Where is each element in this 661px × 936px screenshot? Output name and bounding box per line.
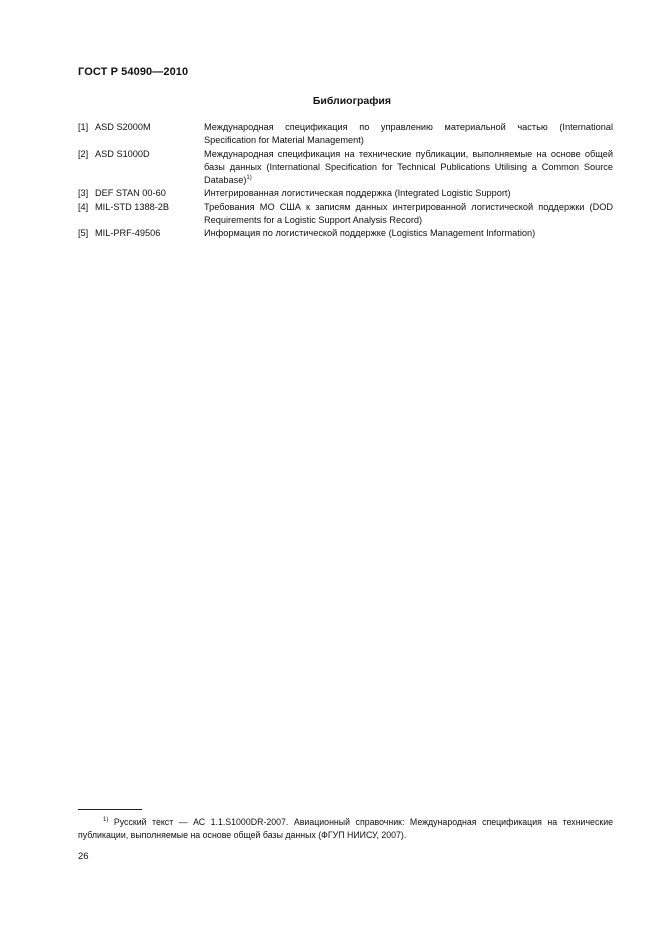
entry-text: Требования МО США к записям данных интегрированной логистической поддержки (DOD Requirements for a Logistic Support Analysis Record) [204, 201, 613, 225]
entry-description [204, 201, 613, 227]
entry-description [204, 227, 613, 240]
entry-text: Международная спецификация на технические публикации, выполняемые на основе общей базы данных (International Specification for Technical Publications Utilising a Common Source Database) [204, 148, 613, 185]
section-title: Библиография [312, 95, 391, 107]
entry-number: [1] [78, 122, 89, 132]
bibliography-entry [78, 148, 613, 187]
footnote-mark: 1) [103, 817, 109, 824]
entry-text: Интегрированная логистическая поддержка (Integrated Logistic Support) [204, 188, 511, 198]
entry-text: Международная спецификация по управлению материальной частью (International Specification for Material Management) [204, 122, 613, 145]
entry-number: [5] [78, 228, 89, 238]
entry-code: MIL-STD 1388-2B [95, 201, 170, 212]
entry-description [204, 148, 613, 187]
footnote-reference: 1) [246, 174, 252, 181]
entry-description [204, 121, 613, 147]
entry-code: ASD S1000D [95, 148, 150, 159]
entry-description [204, 187, 613, 200]
document-header: ГОСТ Р 54090—2010 [78, 66, 189, 78]
bibliography-entry [78, 201, 613, 227]
entry-number: [2] [78, 148, 89, 159]
bibliography-entry [78, 187, 613, 200]
bibliography-entry [78, 227, 613, 240]
footnote-text: Русский текст — АС 1.1.S1000DR-2007. Авиационный справочник: Международная спецификация на технические публикации, выполняемые на основе общей базы данных (ФГУП НИИСУ, 2007). [78, 817, 614, 840]
entry-code: ASD S2000M [95, 122, 151, 132]
entry-code: DEF STAN 00-60 [95, 188, 166, 198]
entry-text: Информация по логистической поддержке (Logistics Management Information) [204, 228, 536, 238]
footnote-divider [78, 809, 142, 810]
bibliography-list [78, 121, 613, 241]
entry-number: [4] [78, 201, 89, 212]
bibliography-entry [78, 121, 613, 147]
entry-code: MIL-PRF-49506 [95, 228, 161, 238]
page-number: 26 [78, 851, 89, 862]
footnote [78, 816, 613, 842]
entry-number: [3] [78, 188, 89, 198]
